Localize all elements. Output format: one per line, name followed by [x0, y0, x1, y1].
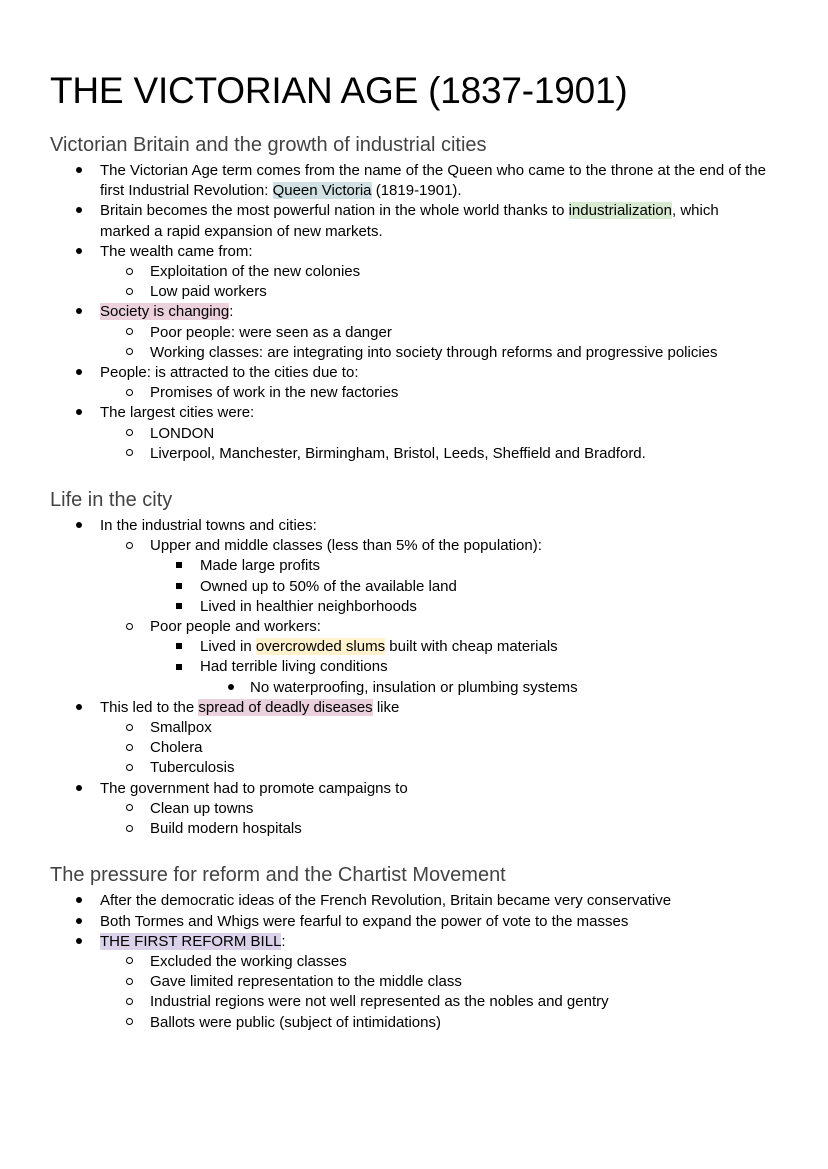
list-item: [50, 424, 770, 444]
list-item-text: Poor people: were seen as a danger: [150, 323, 392, 341]
bullet-disc-icon: [72, 363, 86, 383]
list-item-text: Liverpool, Manchester, Birmingham, Bristol, Leeds, Sheffield and Bradford.: [150, 444, 646, 462]
bullet-circle-icon: [122, 343, 136, 363]
bullet-circle-icon: [122, 323, 136, 343]
bullet-square-icon: [172, 577, 186, 597]
list-item-text: This led to the: [100, 698, 199, 716]
list-item-text: built with cheap materials: [385, 638, 558, 656]
list-item-text: :: [229, 303, 234, 321]
bullet-square-icon: [172, 657, 186, 677]
list-item-text: Tuberculosis: [150, 759, 235, 777]
bullet-circle-icon: [122, 383, 136, 403]
bullet-disc-icon: [72, 242, 86, 262]
list-item: [50, 201, 770, 241]
bullet-disc-icon: [72, 516, 86, 536]
list-item-text: Clean up towns: [150, 799, 254, 817]
highlighted-text: spread of deadly diseases: [198, 698, 373, 716]
bullet-circle-icon: [122, 972, 136, 992]
list-item: [50, 932, 770, 952]
list-item: [50, 819, 770, 839]
list-item: [50, 323, 770, 343]
list-item: [50, 383, 770, 403]
bullet-circle-icon: [122, 1013, 136, 1033]
list-item-text: Upper and middle classes (less than 5% of the population):: [150, 537, 542, 555]
section-heading: The pressure for reform and the Chartist Movement: [50, 864, 506, 887]
list-item-text: The Victorian Age term comes from the name of the Queen who came to the throne at the end of the first Industrial Revolution:: [100, 162, 766, 200]
highlighted-text: Queen Victoria: [272, 182, 372, 200]
bullet-square-icon: [172, 637, 186, 657]
list-item-text: In the industrial towns and cities:: [100, 517, 317, 535]
bullet-circle-icon: [122, 718, 136, 738]
list-item: [50, 637, 770, 657]
list-item: [50, 577, 770, 597]
list-item-text: (1819-1901).: [371, 182, 462, 200]
list-item-text: Had terrible living conditions: [200, 658, 388, 676]
bullet-circle-icon: [122, 282, 136, 302]
list-item-text: Promises of work in the new factories: [150, 384, 399, 402]
list-item: [50, 242, 770, 262]
highlighted-text: Society is changing: [100, 303, 230, 321]
list-item: [50, 282, 770, 302]
bullet-disc-icon: [72, 698, 86, 718]
bullet-disc-icon: [72, 161, 86, 181]
bullet-disc-icon: [72, 201, 86, 221]
bullet-square-icon: [172, 597, 186, 617]
list-item: [50, 536, 770, 556]
bullet-square-icon: [172, 556, 186, 576]
section: [50, 862, 770, 1032]
bullet-circle-icon: [122, 444, 136, 464]
list-item-text: Cholera: [150, 739, 203, 757]
list-item: [50, 698, 770, 718]
list-item-text: Britain becomes the most powerful nation in the whole world thanks to: [100, 202, 569, 220]
bullet-circle-icon: [122, 952, 136, 972]
list-item: [50, 161, 770, 201]
list-item-text: Poor people and workers:: [150, 618, 321, 636]
list-item: [50, 302, 770, 322]
list-item-text: like: [372, 698, 400, 716]
list-item: [50, 1013, 770, 1033]
list-item: [50, 556, 770, 576]
list-item: [50, 912, 770, 932]
section: [50, 132, 770, 464]
list-item-text: Ballots were public (subject of intimidations): [150, 1013, 441, 1031]
list-item-text: No waterproofing, insulation or plumbing systems: [250, 678, 578, 696]
list-item: [50, 403, 770, 423]
section-heading: Victorian Britain and the growth of industrial cities: [50, 134, 487, 156]
list-item: [50, 617, 770, 637]
list-item-text: Smallpox: [150, 719, 212, 737]
list-item: [50, 779, 770, 799]
list-item-text: Owned up to 50% of the available land: [200, 577, 457, 595]
bullet-disc-icon: [72, 403, 86, 423]
list-item-text: The government had to promote campaigns to: [100, 779, 408, 797]
list-item-text: The largest cities were:: [100, 404, 255, 422]
list-item: [50, 657, 770, 677]
bullet-disc-icon: [72, 932, 86, 952]
section-heading: Life in the city: [50, 489, 173, 512]
bullet-circle-icon: [122, 819, 136, 839]
list-item: [50, 718, 770, 738]
list-item: [50, 952, 770, 972]
list-item-text: :: [281, 932, 286, 950]
list-item: [50, 262, 770, 282]
list-item-text: Industrial regions were not well represented as the nobles and gentry: [150, 993, 609, 1011]
list-item-text: Build modern hospitals: [150, 820, 302, 838]
list-item-text: LONDON: [150, 424, 215, 442]
bullet-circle-icon: [122, 262, 136, 282]
highlighted-text: THE FIRST REFORM BILL: [100, 932, 282, 950]
list-item-text: After the democratic ideas of the French Revolution, Britain became very conservative: [100, 892, 672, 910]
highlighted-text: overcrowded slums: [255, 638, 386, 656]
list-item: [50, 444, 770, 464]
list-item: [50, 992, 770, 1012]
bullet-disc-icon: [72, 912, 86, 932]
bullet-circle-icon: [122, 424, 136, 444]
list-item-text: , which marked a rapid expansion of new markets.: [100, 202, 719, 240]
bullet-disc-icon: [72, 891, 86, 911]
list-item: [50, 597, 770, 617]
bullet-disc-icon: [72, 302, 86, 322]
list-item-text: Working classes: are integrating into society through reforms and progressive policies: [150, 343, 718, 361]
list-item-text: Gave limited representation to the middle class: [150, 973, 462, 991]
bullet-disc-icon: [72, 779, 86, 799]
list-item: [50, 678, 770, 698]
bullet-circle-icon: [122, 758, 136, 778]
list-item-text: People: is attracted to the cities due to:: [100, 364, 359, 382]
bullet-circle-icon: [122, 617, 136, 637]
list-item-text: Lived in: [200, 638, 256, 656]
bullet-circle-icon: [122, 992, 136, 1012]
list-item-text: Exploitation of the new colonies: [150, 263, 361, 281]
list-item-text: The wealth came from:: [100, 242, 253, 260]
bullet-circle-icon: [122, 738, 136, 758]
list-item: [50, 891, 770, 911]
highlighted-text: industrialization: [568, 202, 672, 220]
list-item-text: Excluded the working classes: [150, 952, 347, 970]
document: [50, 68, 770, 1056]
list-item-text: Lived in healthier neighborhoods: [200, 597, 417, 615]
list-item: [50, 516, 770, 536]
bullet-circle-icon: [122, 536, 136, 556]
list-item-text: Low paid workers: [150, 283, 267, 301]
list-item: [50, 343, 770, 363]
list-item-text: Made large profits: [200, 557, 321, 575]
list-item: [50, 799, 770, 819]
document-title: THE VICTORIAN AGE (1837-1901): [50, 70, 628, 111]
list-item: [50, 758, 770, 778]
list-item: [50, 363, 770, 383]
list-item: [50, 972, 770, 992]
bullet-circle-icon: [122, 799, 136, 819]
section: [50, 487, 770, 839]
list-item: [50, 738, 770, 758]
bullet-disc-icon: [224, 678, 238, 698]
list-item-text: Both Tormes and Whigs were fearful to expand the power of vote to the masses: [100, 912, 629, 930]
